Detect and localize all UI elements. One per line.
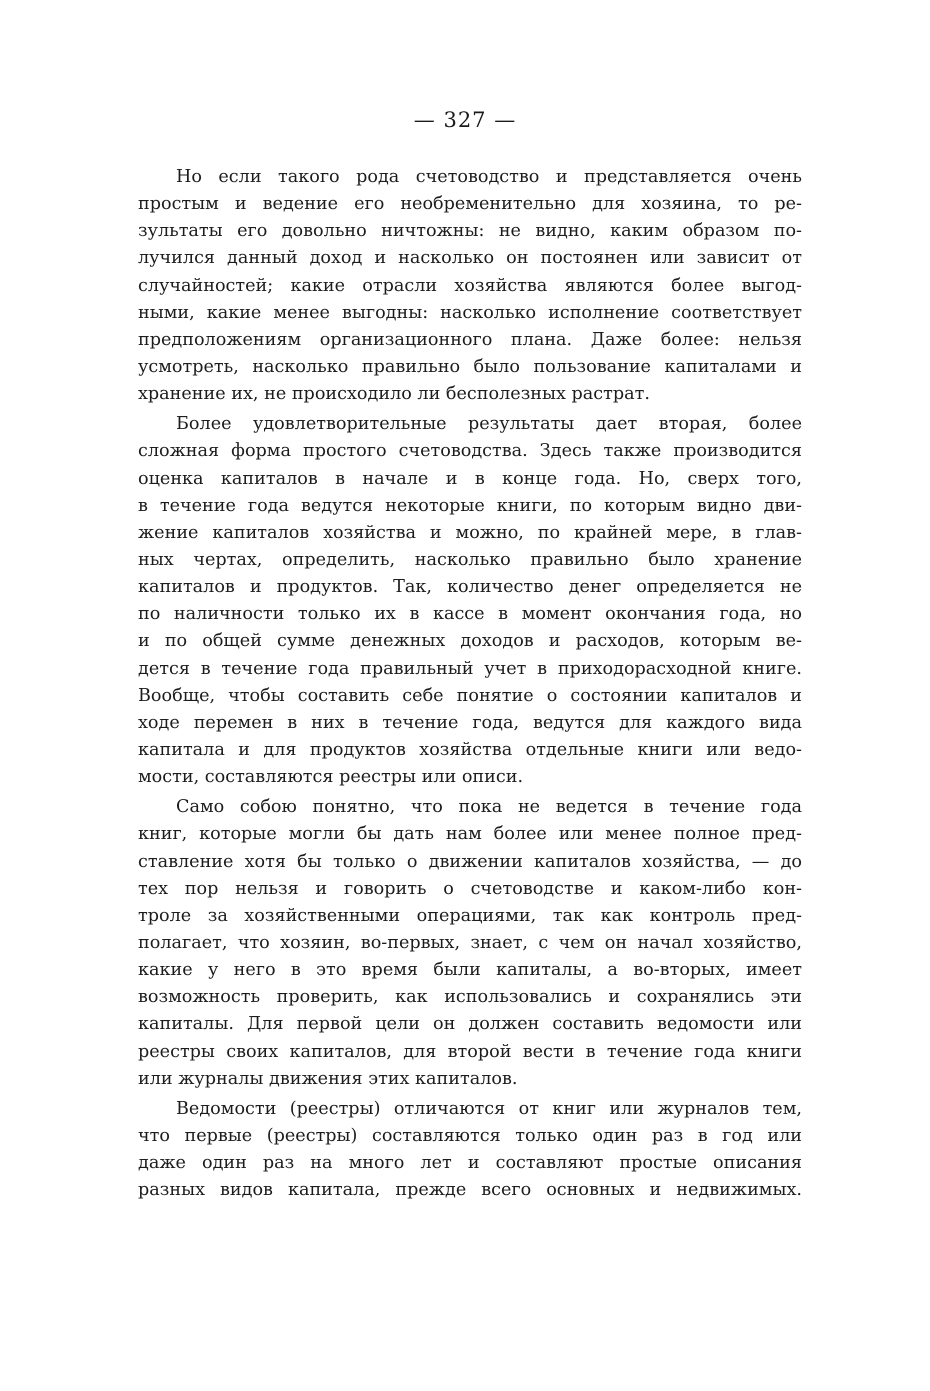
text-line: жение капиталов хозяйства и можно, по крайней мере, в глав- bbox=[138, 522, 802, 543]
text-line: ставление хотя бы только о движении капиталов хозяйства, — до bbox=[138, 851, 802, 872]
text-line: тех пор нельзя и говорить о счетоводстве и каком-либо кон- bbox=[138, 878, 802, 899]
text-line: троле за хозяйственными операциями, так как контроль пред- bbox=[138, 905, 802, 926]
text-line: в течение года ведутся некоторые книги, по которым видно дви- bbox=[138, 495, 802, 516]
text-line: случайностей; какие отрасли хозяйства являются более выгод- bbox=[138, 275, 802, 296]
text-line: ходе перемен в них в течение года, ведутся для каждого вида bbox=[138, 712, 802, 733]
paragraph bbox=[138, 1096, 802, 1205]
text-line: что первые (реестры) составляются только один раз в год или bbox=[138, 1125, 802, 1146]
text-line: или журналы движения этих капиталов. bbox=[138, 1068, 518, 1089]
paragraph bbox=[138, 794, 802, 1093]
text-line: Но если такого рода счетоводство и представляется очень bbox=[176, 167, 802, 187]
page-number: — 327 — bbox=[413, 108, 517, 132]
body-text bbox=[138, 164, 802, 1204]
text-line: предположениям организационного плана. Даже более: нельзя bbox=[138, 329, 802, 350]
text-line: Само собою понятно, что пока не ведется в течение года bbox=[176, 797, 802, 818]
text-line: лучился данный доход и насколько он постоянен или зависит от bbox=[138, 248, 802, 269]
text-line: капиталы. Для первой цели он должен составить ведомости или bbox=[138, 1014, 802, 1035]
text-line: Более удовлетворительные результаты дает вторая, более bbox=[176, 414, 802, 435]
text-line: простым и ведение его необременительно для хозяина, то ре- bbox=[138, 194, 802, 215]
text-line: разных видов капитала, прежде всего основных и недвижимых. bbox=[138, 1180, 802, 1201]
text-line: зультаты его довольно ничтожны: не видно, каким образом по- bbox=[138, 221, 802, 242]
text-line: какие у него в это время были капиталы, а во-вторых, имеет bbox=[138, 960, 802, 981]
text-line: дется в течение года правильный учет в приходорасходной книге. bbox=[138, 658, 802, 679]
text-line: капиталов и продуктов. Так, количество денег определяется не bbox=[138, 577, 802, 598]
text-line: книг, которые могли бы дать нам более или менее полное пред- bbox=[138, 824, 802, 845]
text-line: полагает, что хозяин, во-первых, знает, с чем он начал хозяйство, bbox=[138, 932, 802, 953]
text-line: сложная форма простого счетоводства. Здесь также производится bbox=[138, 441, 802, 462]
text-line: Вообще, чтобы составить себе понятие о состоянии капиталов и bbox=[138, 685, 802, 706]
text-line: и по общей сумме денежных доходов и расходов, которым ве- bbox=[138, 631, 802, 652]
paragraph bbox=[138, 411, 802, 791]
text-line: мости, составляются реестры или описи. bbox=[138, 767, 524, 788]
text-line: по наличности только их в кассе в момент окончания года, но bbox=[138, 604, 802, 625]
text-line: даже один раз на много лет и составляют простые описания bbox=[138, 1153, 802, 1174]
text-line: ных чертах, определить, насколько правильно было хранение bbox=[138, 549, 802, 570]
text-line: возможность проверить, как использовались и сохранялись эти bbox=[138, 987, 802, 1008]
text-line: Ведомости (реестры) отличаются от книг или журналов тем, bbox=[176, 1098, 802, 1119]
text-line: реестры своих капиталов, для второй вести в течение года книги bbox=[138, 1041, 802, 1062]
text-line: хранение их, не происходило ли бесполезных растрат. bbox=[138, 384, 650, 405]
text-line: оценка капиталов в начале и в конце года. Но, сверх того, bbox=[138, 468, 802, 489]
text-line: капитала и для продуктов хозяйства отдельные книги или ведо- bbox=[138, 739, 802, 760]
text-line: ными, какие менее выгодны: насколько исполнение соответствует bbox=[138, 302, 802, 323]
paragraph bbox=[138, 164, 802, 408]
text-line: усмотреть, насколько правильно было пользование капиталами и bbox=[138, 356, 802, 377]
